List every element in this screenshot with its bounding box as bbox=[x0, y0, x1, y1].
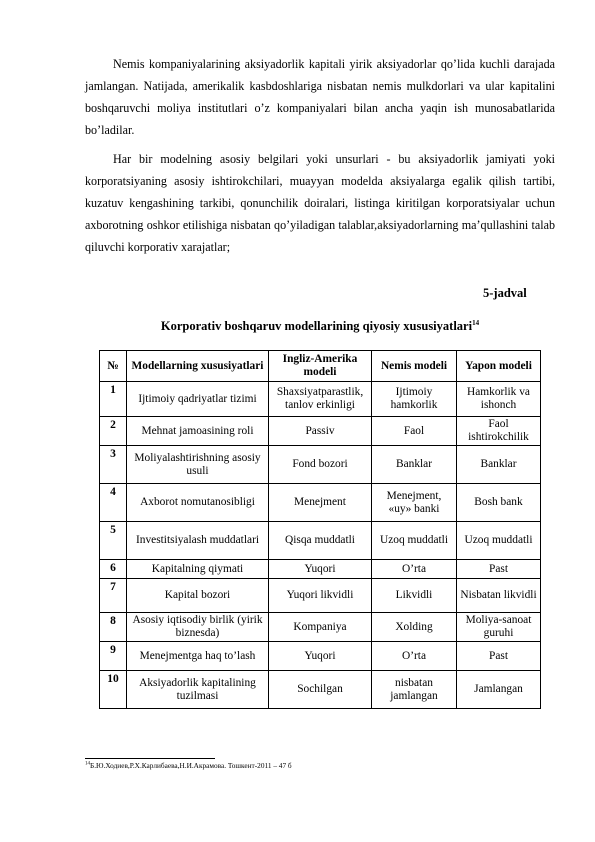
row-number: 5 bbox=[100, 522, 127, 560]
row-german: Faol bbox=[372, 417, 457, 446]
row-japanese: Bosh bank bbox=[457, 484, 541, 522]
paragraph-2: Har bir modelning asosiy belgilari yoki unsurlari - bu aksiyadorlik jamiyati yoki korporatsiyaning asosiy ishtirokchilari, muayyan modelda aksiyalarga egalik qilish tartibi, kuzatuv kengashining tarkibi, qonunchilik doiralari, listinga kiritilgan korporatsiyalar uchun axborotning oshkor etilishiga nisbatan qo’yiladigan talablar,aksiyadorlarning ma’qullashini talab qiluvchi korporativ xarajatlar; bbox=[85, 152, 555, 254]
row-feature: Aksiyadorlik kapitalining tuzilmasi bbox=[127, 671, 269, 709]
table-row bbox=[100, 484, 541, 522]
row-feature: Asosiy iqtisodiy birlik (yirik biznesda) bbox=[127, 613, 269, 642]
row-feature: Ijtimoiy qadriyatlar tizimi bbox=[127, 382, 269, 417]
row-german: Menejment, «uy» banki bbox=[372, 484, 457, 522]
row-feature: Kapital bozori bbox=[127, 579, 269, 613]
table-row bbox=[100, 613, 541, 642]
row-feature: Menejmentga haq to’lash bbox=[127, 642, 269, 671]
row-anglo-american: Fond bozori bbox=[269, 446, 372, 484]
row-german: nisbatan jamlangan bbox=[372, 671, 457, 709]
row-number: 9 bbox=[100, 642, 127, 671]
row-number: 1 bbox=[100, 382, 127, 417]
row-number: 2 bbox=[100, 417, 127, 446]
footnote-divider bbox=[85, 758, 215, 759]
row-anglo-american: Qisqa muddatli bbox=[269, 522, 372, 560]
row-japanese: Hamkorlik va ishonch bbox=[457, 382, 541, 417]
footnote-text: Б.Ю.Ходиев,Р.Х.Карлибаева,Н.И.Акрамова. Тошкент-2011 – 47 б bbox=[90, 761, 292, 770]
row-japanese: Past bbox=[457, 642, 541, 671]
row-anglo-american: Shaxsiyatparastlik, tanlov erkinligi bbox=[269, 382, 372, 417]
table-header-row bbox=[100, 351, 541, 382]
paragraph-1: Nemis kompaniyalarining aksiyadorlik kapitali yirik aksiyadorlar qo’lida kuchli darajada jamlangan. Natijada, amerikalik kasbdoshlariga nisbatan nemis mulkdorlari va ular kapitalini boshqaruvchi moliya institutlari o’z kompaniyalari bilan ancha yaqin ish munosabatlarida bo’ladilar. bbox=[85, 57, 555, 137]
row-japanese: Nisbatan likvidli bbox=[457, 579, 541, 613]
row-anglo-american: Yuqori bbox=[269, 560, 372, 579]
row-japanese: Faol ishtirokchilik bbox=[457, 417, 541, 446]
table-row bbox=[100, 417, 541, 446]
table-row bbox=[100, 671, 541, 709]
row-japanese: Moliya-sanoat guruhi bbox=[457, 613, 541, 642]
row-number: 8 bbox=[100, 613, 127, 642]
row-japanese: Past bbox=[457, 560, 541, 579]
row-japanese: Banklar bbox=[457, 446, 541, 484]
header-anglo-american: Ingliz-Amerika modeli bbox=[269, 351, 372, 382]
table-caption bbox=[0, 319, 595, 334]
row-german: Uzoq muddatli bbox=[372, 522, 457, 560]
models-comparison-table bbox=[99, 350, 541, 709]
table-row bbox=[100, 446, 541, 484]
row-anglo-american: Passiv bbox=[269, 417, 372, 446]
table-row bbox=[100, 382, 541, 417]
row-german: Xolding bbox=[372, 613, 457, 642]
header-german: Nemis modeli bbox=[372, 351, 457, 382]
row-japanese: Jamlangan bbox=[457, 671, 541, 709]
row-anglo-american: Sochilgan bbox=[269, 671, 372, 709]
row-number: 6 bbox=[100, 560, 127, 579]
row-number: 4 bbox=[100, 484, 127, 522]
footnote-ref: 14 bbox=[85, 761, 90, 767]
row-anglo-american: Yuqori bbox=[269, 642, 372, 671]
table-row bbox=[100, 579, 541, 613]
row-feature: Kapitalning qiymati bbox=[127, 560, 269, 579]
row-german: O’rta bbox=[372, 642, 457, 671]
row-german: Likvidli bbox=[372, 579, 457, 613]
row-feature: Moliyalashtirishning asosiy usuli bbox=[127, 446, 269, 484]
row-anglo-american: Menejment bbox=[269, 484, 372, 522]
row-german: Banklar bbox=[372, 446, 457, 484]
row-feature: Mehnat jamoasining roli bbox=[127, 417, 269, 446]
row-german: Ijtimoiy hamkorlik bbox=[372, 382, 457, 417]
header-number: № bbox=[100, 351, 127, 382]
row-feature: Axborot nomutanosibligi bbox=[127, 484, 269, 522]
row-anglo-american: Kompaniya bbox=[269, 613, 372, 642]
table-row bbox=[100, 522, 541, 560]
row-number: 3 bbox=[100, 446, 127, 484]
caption-footnote-ref: 14 bbox=[472, 319, 480, 327]
row-number: 10 bbox=[100, 671, 127, 709]
row-german: O’rta bbox=[372, 560, 457, 579]
table-row bbox=[100, 642, 541, 671]
row-feature: Investitsiyalash muddatlari bbox=[127, 522, 269, 560]
row-anglo-american: Yuqori likvidli bbox=[269, 579, 372, 613]
row-japanese: Uzoq muddatli bbox=[457, 522, 541, 560]
header-features: Modellarning xususiyatlari bbox=[127, 351, 269, 382]
header-japanese: Yapon modeli bbox=[457, 351, 541, 382]
caption-text: Korporativ boshqaruv modellarining qiyosiy xususiyatlari bbox=[160, 319, 473, 334]
row-number: 7 bbox=[100, 579, 127, 613]
table-row bbox=[100, 560, 541, 579]
footnote bbox=[85, 761, 292, 770]
table-label: 5-jadval bbox=[483, 286, 527, 300]
